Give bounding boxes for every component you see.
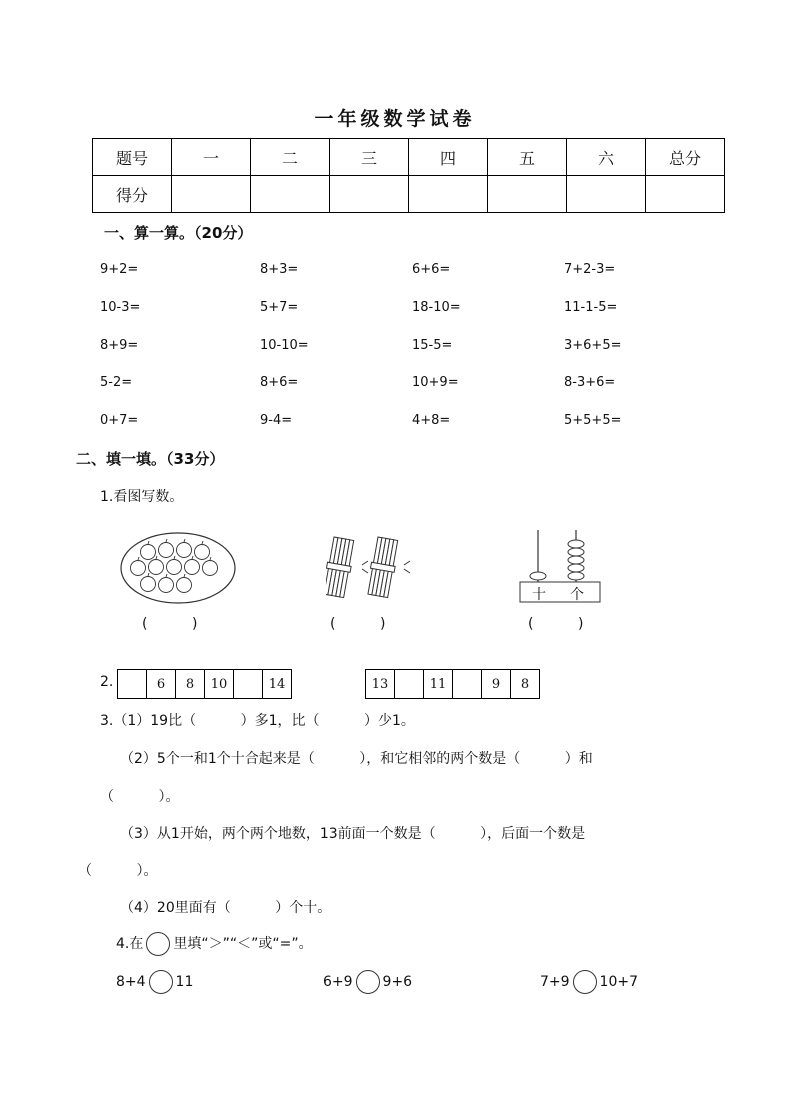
equation: 8+6= — [260, 375, 299, 390]
q3-line: （4）20里面有（ ）个十。 — [120, 900, 332, 916]
sequence-cell: 13 — [366, 670, 395, 699]
score-header-cell: 总分 — [646, 139, 725, 176]
q3-line: （ ）。 — [100, 789, 180, 805]
score-header-row — [93, 139, 725, 176]
abacus-ones-label: 个 — [570, 587, 584, 603]
equation: 4+8= — [412, 413, 451, 428]
compare-right: 9+6 — [382, 974, 413, 990]
equation: 7+2-3= — [564, 262, 616, 277]
q4-instruction — [116, 932, 313, 956]
score-header-cell: 三 — [330, 139, 409, 176]
score-header-cell: 六 — [567, 139, 646, 176]
equation: 11-1-5= — [564, 300, 618, 315]
sequence-cell: 8 — [176, 670, 205, 699]
score-cell[interactable] — [646, 176, 725, 213]
compare-circle[interactable] — [573, 970, 597, 994]
equation: 8+9= — [100, 338, 139, 353]
q4-label-post: 里填“＞”“＜”或“=”。 — [173, 936, 313, 952]
sequence-cell: 11 — [424, 670, 453, 699]
compare-left: 8+4 — [116, 974, 146, 990]
sequence-cell[interactable] — [234, 670, 263, 699]
equation: 8-3+6= — [564, 375, 616, 390]
number-sequence-1 — [117, 669, 292, 699]
equation: 5-2= — [100, 375, 133, 390]
q3-line: （ ）。 — [78, 863, 158, 879]
compare-left: 6+9 — [323, 974, 353, 990]
page-title: 一年级数学试卷 — [314, 108, 476, 130]
apples-plate-image — [118, 530, 238, 606]
equation: 5+7= — [260, 300, 299, 315]
q3-line: 3.（1）19比（ ）多1，比（ ）少1。 — [100, 713, 415, 729]
section2-heading: 二、填一填。（33分） — [76, 450, 225, 468]
equation: 8+3= — [260, 262, 299, 277]
score-cell[interactable] — [251, 176, 330, 213]
equation: 10-3= — [100, 300, 141, 315]
abacus-tens-label: 十 — [532, 587, 546, 603]
answer-blank[interactable]: ( ) — [330, 616, 386, 632]
compare-right: 11 — [175, 974, 194, 990]
q3-line: （3）从1开始，两个两个地数，13前面一个数是（ ），后面一个数是 — [120, 826, 586, 842]
equation: 18-10= — [412, 300, 461, 315]
stick-bundles-image — [326, 535, 416, 603]
equation: 5+5+5= — [564, 413, 622, 428]
score-value-row — [93, 176, 725, 213]
equation: 10-10= — [260, 338, 309, 353]
q1-label: 1.看图写数。 — [100, 489, 184, 505]
score-cell[interactable] — [172, 176, 251, 213]
sequence-cell[interactable] — [453, 670, 482, 699]
compare-circle[interactable] — [356, 970, 380, 994]
sequence-cell[interactable] — [118, 670, 147, 699]
sequence-cell: 10 — [205, 670, 234, 699]
equation: 15-5= — [412, 338, 453, 353]
circle-icon — [146, 932, 170, 956]
sequence-cell: 14 — [263, 670, 292, 699]
equation: 9-4= — [260, 413, 293, 428]
score-row-label: 得分 — [93, 176, 172, 213]
equation: 3+6+5= — [564, 338, 622, 353]
sequence-cell: 9 — [482, 670, 511, 699]
score-cell[interactable] — [330, 176, 409, 213]
answer-blank[interactable]: ( ) — [142, 616, 198, 632]
equation: 9+2= — [100, 262, 139, 277]
compare-circle[interactable] — [149, 970, 173, 994]
score-cell[interactable] — [488, 176, 567, 213]
equation: 0+7= — [100, 413, 139, 428]
sequence-cell: 6 — [147, 670, 176, 699]
score-header-cell: 二 — [251, 139, 330, 176]
score-header-cell: 一 — [172, 139, 251, 176]
q3-line: （2）5个一和1个十合起来是（ ），和它相邻的两个数是（ ）和 — [120, 751, 593, 767]
score-table — [92, 138, 725, 213]
compare-left: 7+9 — [540, 974, 570, 990]
q4-label-pre: 4.在 — [116, 936, 144, 952]
equation: 6+6= — [412, 262, 451, 277]
compare-item — [116, 970, 193, 994]
equation: 10+9= — [412, 375, 459, 390]
score-cell[interactable] — [409, 176, 488, 213]
score-cell[interactable] — [567, 176, 646, 213]
answer-blank[interactable]: ( ) — [528, 616, 584, 632]
number-sequence-2 — [365, 669, 540, 699]
compare-right: 10+7 — [599, 974, 638, 990]
sequence-cell[interactable] — [395, 670, 424, 699]
section1-heading: 一、算一算。（20分） — [104, 224, 253, 242]
abacus-image — [518, 528, 602, 604]
score-header-cell: 题号 — [93, 139, 172, 176]
sequence-cell: 8 — [511, 670, 540, 699]
score-header-cell: 五 — [488, 139, 567, 176]
compare-item — [323, 970, 412, 994]
score-header-cell: 四 — [409, 139, 488, 176]
compare-item — [540, 970, 638, 994]
q2-label: 2. — [100, 674, 114, 690]
